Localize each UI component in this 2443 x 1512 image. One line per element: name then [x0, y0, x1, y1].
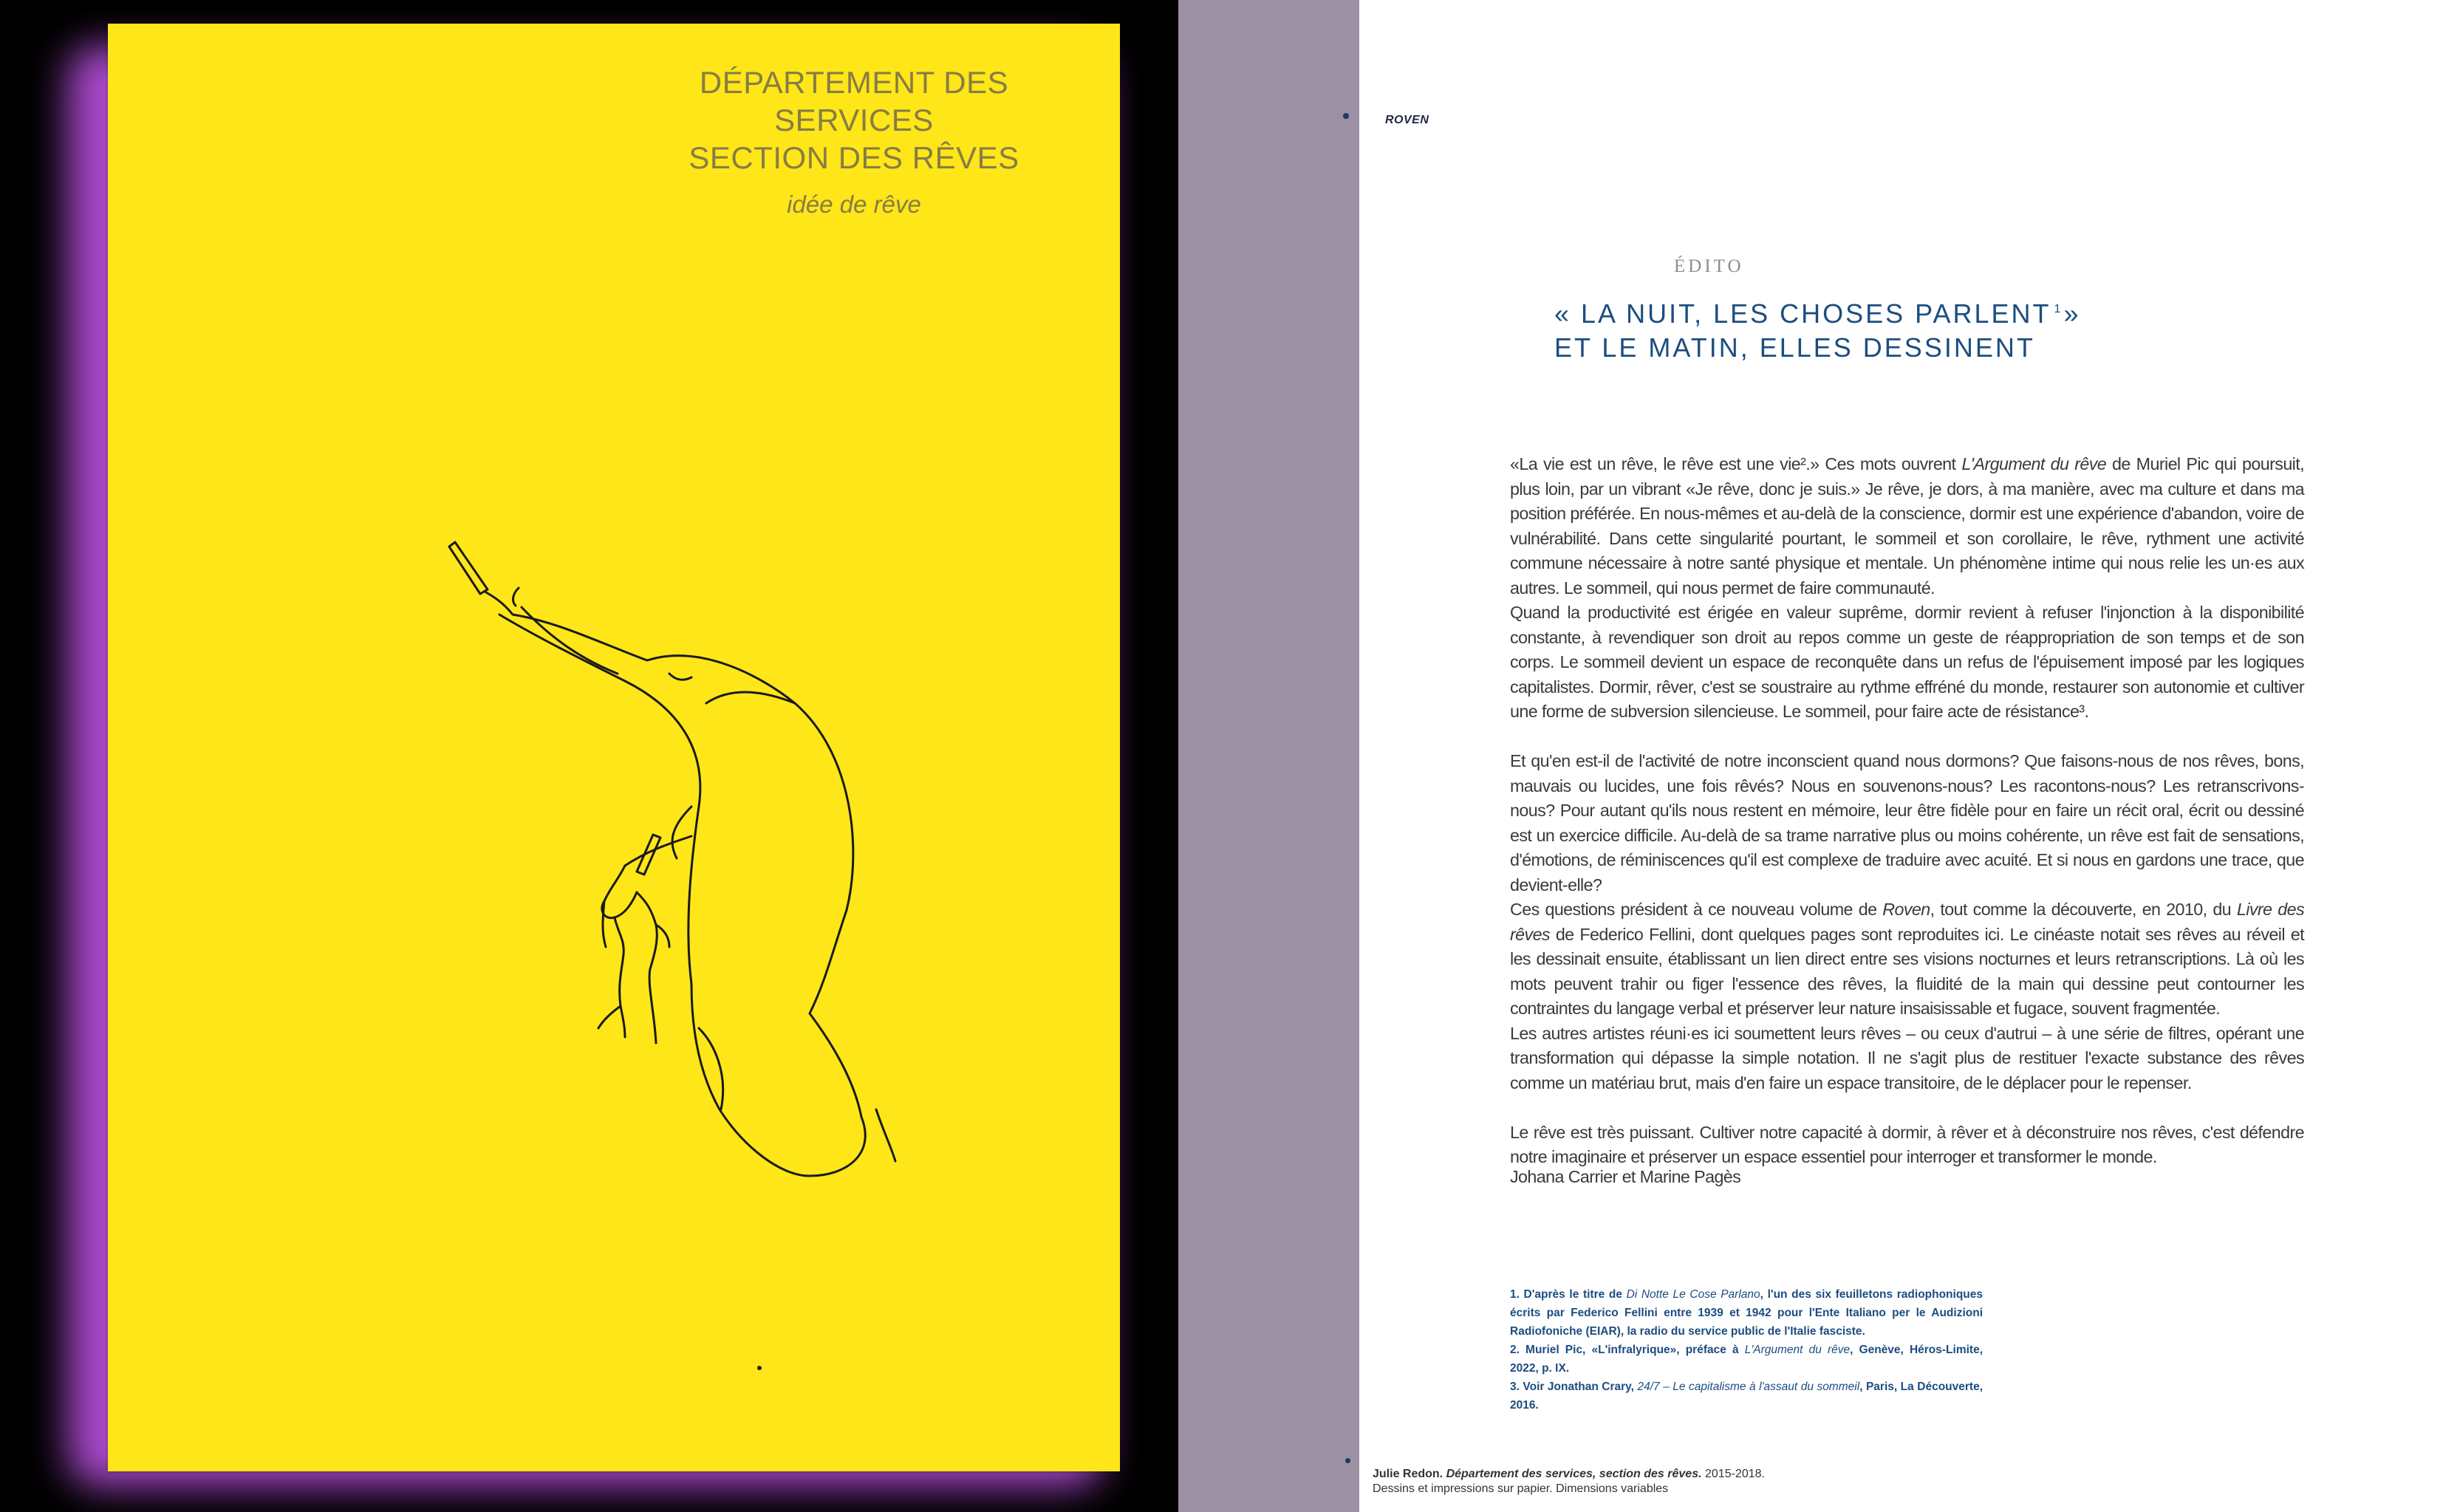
- bullet-dot: [1343, 113, 1349, 119]
- image-caption: [1373, 1467, 1765, 1496]
- stamp-subtitle: idée de rêve: [787, 191, 921, 218]
- footnote-1: 1. D'après le titre de Di Notte Le Cose Parlano, l'un des six feuilletons radiophoniques écrits par Federico Fellini entre 1939 et 1942 pour l'Ente Italiano per le Audizioni Radiofoniche (EIAR), la radio du service public de l'Italie fasciste.: [1510, 1288, 1984, 1338]
- caption-bullet: [1345, 1458, 1350, 1463]
- stamp-line-1: DÉPARTEMENT DES SERVICES: [699, 65, 1009, 137]
- paragraph-4: Ces questions président à ce nouveau volume de Roven, tout comme la découverte, en 2010, du Livre des rêves de Federico Fellini, dont quelques pages sont reproduites ici. Le cinéaste notait ses rêves au réveil et les dessinait ensuite, établissant un lien direct entre ses visions nocturnes et leurs retranscriptions. Là où les mots peuvent trahir ou figer l'essence des rêves, la fluidité de la main qui dessine peut contourner les contraintes du langage verbal et préserver leur nature insaisissable et fugace, souvent fragmentée.: [1510, 900, 2304, 1018]
- paragraph-1: «La vie est un rêve, le rêve est une vie².» Ces mots ouvrent L'Argument du rêve de Muriel Pic qui poursuit, plus loin, par un vibrant «Je rêve, donc je suis.» Je rêve, je dors, à ma manière, avec ma culture et dans ma position préférée. En nous-mêmes et au-delà de la conscience, dormir est une expérience d'abandon, voire de vulnérabilité. Dans cette singularité pourtant, le sommeil et son corollaire, le rêve, rythment une activité commune nécessaire à notre santé physique et mentale. Un phénomène intime qui nous relie les un·es aux autres. Le sommeil, qui nous permet de faire communauté.: [1510, 454, 2304, 598]
- artwork-page: [0, 0, 1178, 1512]
- title-footnote-mark: 1: [2054, 303, 2061, 315]
- title-line-1: « LA NUIT, LES CHOSES PARLENT $^1$ »: [1554, 298, 2081, 329]
- running-head: ROVEN: [1385, 114, 1429, 126]
- paragraph-2: Quand la productivité est érigée en valeur suprême, dormir revient à refuser l'injonction à la disponibilité constante, à revendiquer son droit au repos comme un geste de réappropriation de son temps et de son corps. Le sommeil devient un espace de reconquête dans un refus de l'épuisement imposé par les logiques capitalistes. Dormir, rêver, c'est se soustraire au rythme effréné du monde, restaurer son autonomie et cultiver une forme de subversion silencieuse. Le sommeil, pour faire acte de résistance³.: [1510, 603, 2304, 721]
- footnotes: [1510, 1285, 1983, 1414]
- paragraph-6: Le rêve est très puissant. Cultiver notre capacité à dormir, à rêver et à déconstruire nos rêves, c'est défendre notre imaginaire et préserver un espace essentiel pour interroger et transformer le monde.: [1510, 1122, 2304, 1166]
- stamp-line-2: SECTION DES RÊVES: [689, 140, 1019, 175]
- caption-line-2: Dessins et impressions sur papier. Dimensions variables: [1373, 1482, 1669, 1495]
- yellow-artwork-card: [108, 24, 1120, 1471]
- cigarette-hand: [637, 835, 660, 875]
- paragraph-5: Les autres artistes réuni·es ici soumettent leurs rêves – ou ceux d'autrui – à une série de filtres, opérant une transformation qui dépasse la simple notation. Il ne s'agit plus de restituer l'exacte substance des rêves comme un matériau brut, mais d'en faire un espace transitoire, de le déplacer pour le repenser.: [1510, 1023, 2304, 1092]
- caption-line-1: Julie Redon. Département des services, section des rêves. 2015-2018.: [1373, 1468, 1765, 1480]
- paragraph-3: Et qu'en est-il de l'activité de notre inconscient quand nous dormons? Que faisons-nous de nos rêves, bons, mauvais ou lucides, une fois rêvés? Nous en souvenons-nous? Les racontons-nous? Les retranscrivons-nous? Pour autant qu'ils nous restent en mémoire, leur être fidèle pour en faire un récit oral, écrit ou dessiné est un exercice difficile. Au-delà de sa trame narrative plus ou moins cohérente, un rêve est fait de sensations, d'émotions, de réminiscences qu'il est complexe de traduire avec acuité. Et si nous en gardons une trace, que devient-elle?: [1510, 751, 2304, 894]
- section-kicker: ÉDITO: [1674, 256, 1744, 276]
- gutter-band: [1178, 0, 1359, 1512]
- signature: Johana Carrier et Marine Pagès: [1510, 1167, 1741, 1186]
- footnote-2: 2. Muriel Pic, «L'infralyrique», préface à L'Argument du rêve, Genève, Héros-Limite, 2022, p. IX.: [1510, 1344, 1984, 1375]
- article-body: [1510, 452, 2304, 1170]
- cigarette-top: [449, 542, 488, 594]
- figure-outline: [486, 592, 865, 1176]
- footnote-3: 3. Voir Jonathan Crary, 24/7 – Le capitalisme à l'assaut du sommeil, Paris, La Découverte, 2016.: [1510, 1381, 1983, 1412]
- line-drawing: [108, 24, 1120, 1471]
- article-title: [1554, 293, 2219, 365]
- title-line-2: ET LE MATIN, ELLES DESSINENT: [1554, 332, 2035, 363]
